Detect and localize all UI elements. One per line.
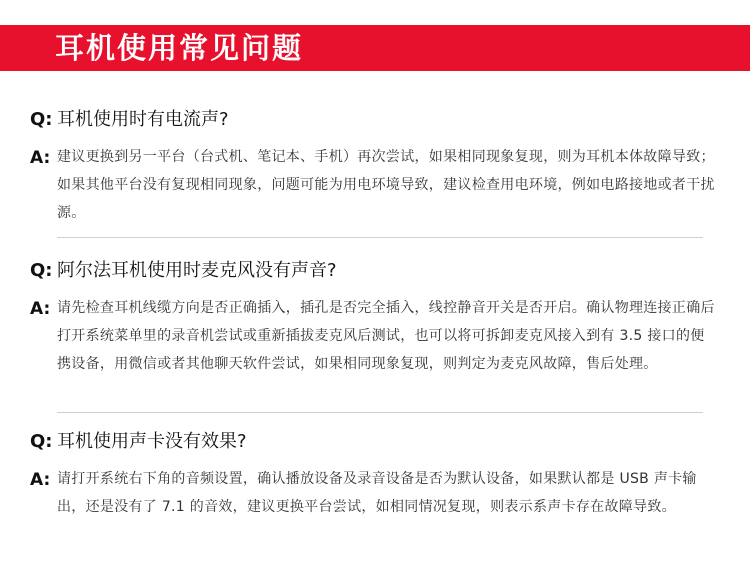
question-marker: Q: xyxy=(30,260,53,281)
header-banner xyxy=(0,25,750,71)
answer-row xyxy=(0,294,750,378)
answer-marker: A: xyxy=(30,148,51,168)
faq-item-1 xyxy=(0,105,750,227)
answer-marker: A: xyxy=(30,470,51,490)
divider xyxy=(57,412,703,413)
answer-text: 请打开系统右下角的音频设置，确认播放设备及录音设备是否为默认设备，如果默认都是 USB 声卡输出，还是没有了 7.1 的音效，建议更换平台尝试，如相同情况复现，则表示系声卡存在故障导致。 xyxy=(57,471,697,515)
page-title: 耳机使用常见问题 xyxy=(55,31,304,65)
question-text: 阿尔法耳机使用时麦克风没有声音? xyxy=(57,260,337,281)
answer-row xyxy=(0,465,750,521)
question-marker: Q: xyxy=(30,431,53,452)
answer-row xyxy=(0,143,750,227)
question-row xyxy=(0,256,750,286)
question-text: 耳机使用声卡没有效果? xyxy=(57,431,247,452)
answer-text: 建议更换到另一平台（台式机、笔记本、手机）再次尝试，如果相同现象复现，则为耳机本体故障导致；如果其他平台没有复现相同现象，问题可能为用电环境导致，建议检查用电环境，例如电路接地或者干扰源。 xyxy=(57,149,715,221)
question-row xyxy=(0,427,750,457)
divider xyxy=(57,237,703,238)
question-marker: Q: xyxy=(30,109,53,130)
faq-item-2 xyxy=(0,256,750,378)
answer-marker: A: xyxy=(30,299,51,319)
question-row xyxy=(0,105,750,135)
question-text: 耳机使用时有电流声? xyxy=(57,109,229,130)
faq-item-3 xyxy=(0,427,750,521)
answer-text: 请先检查耳机线缆方向是否正确插入，插孔是否完全插入，线控静音开关是否开启。确认物理连接正确后打开系统菜单里的录音机尝试或重新插拔麦克风后测试，也可以将可拆卸麦克风接入到有 3.5 接口的便携设备，用微信或者其他聊天软件尝试，如果相同现象复现，则判定为麦克风故障，售后处理。 xyxy=(57,300,715,372)
